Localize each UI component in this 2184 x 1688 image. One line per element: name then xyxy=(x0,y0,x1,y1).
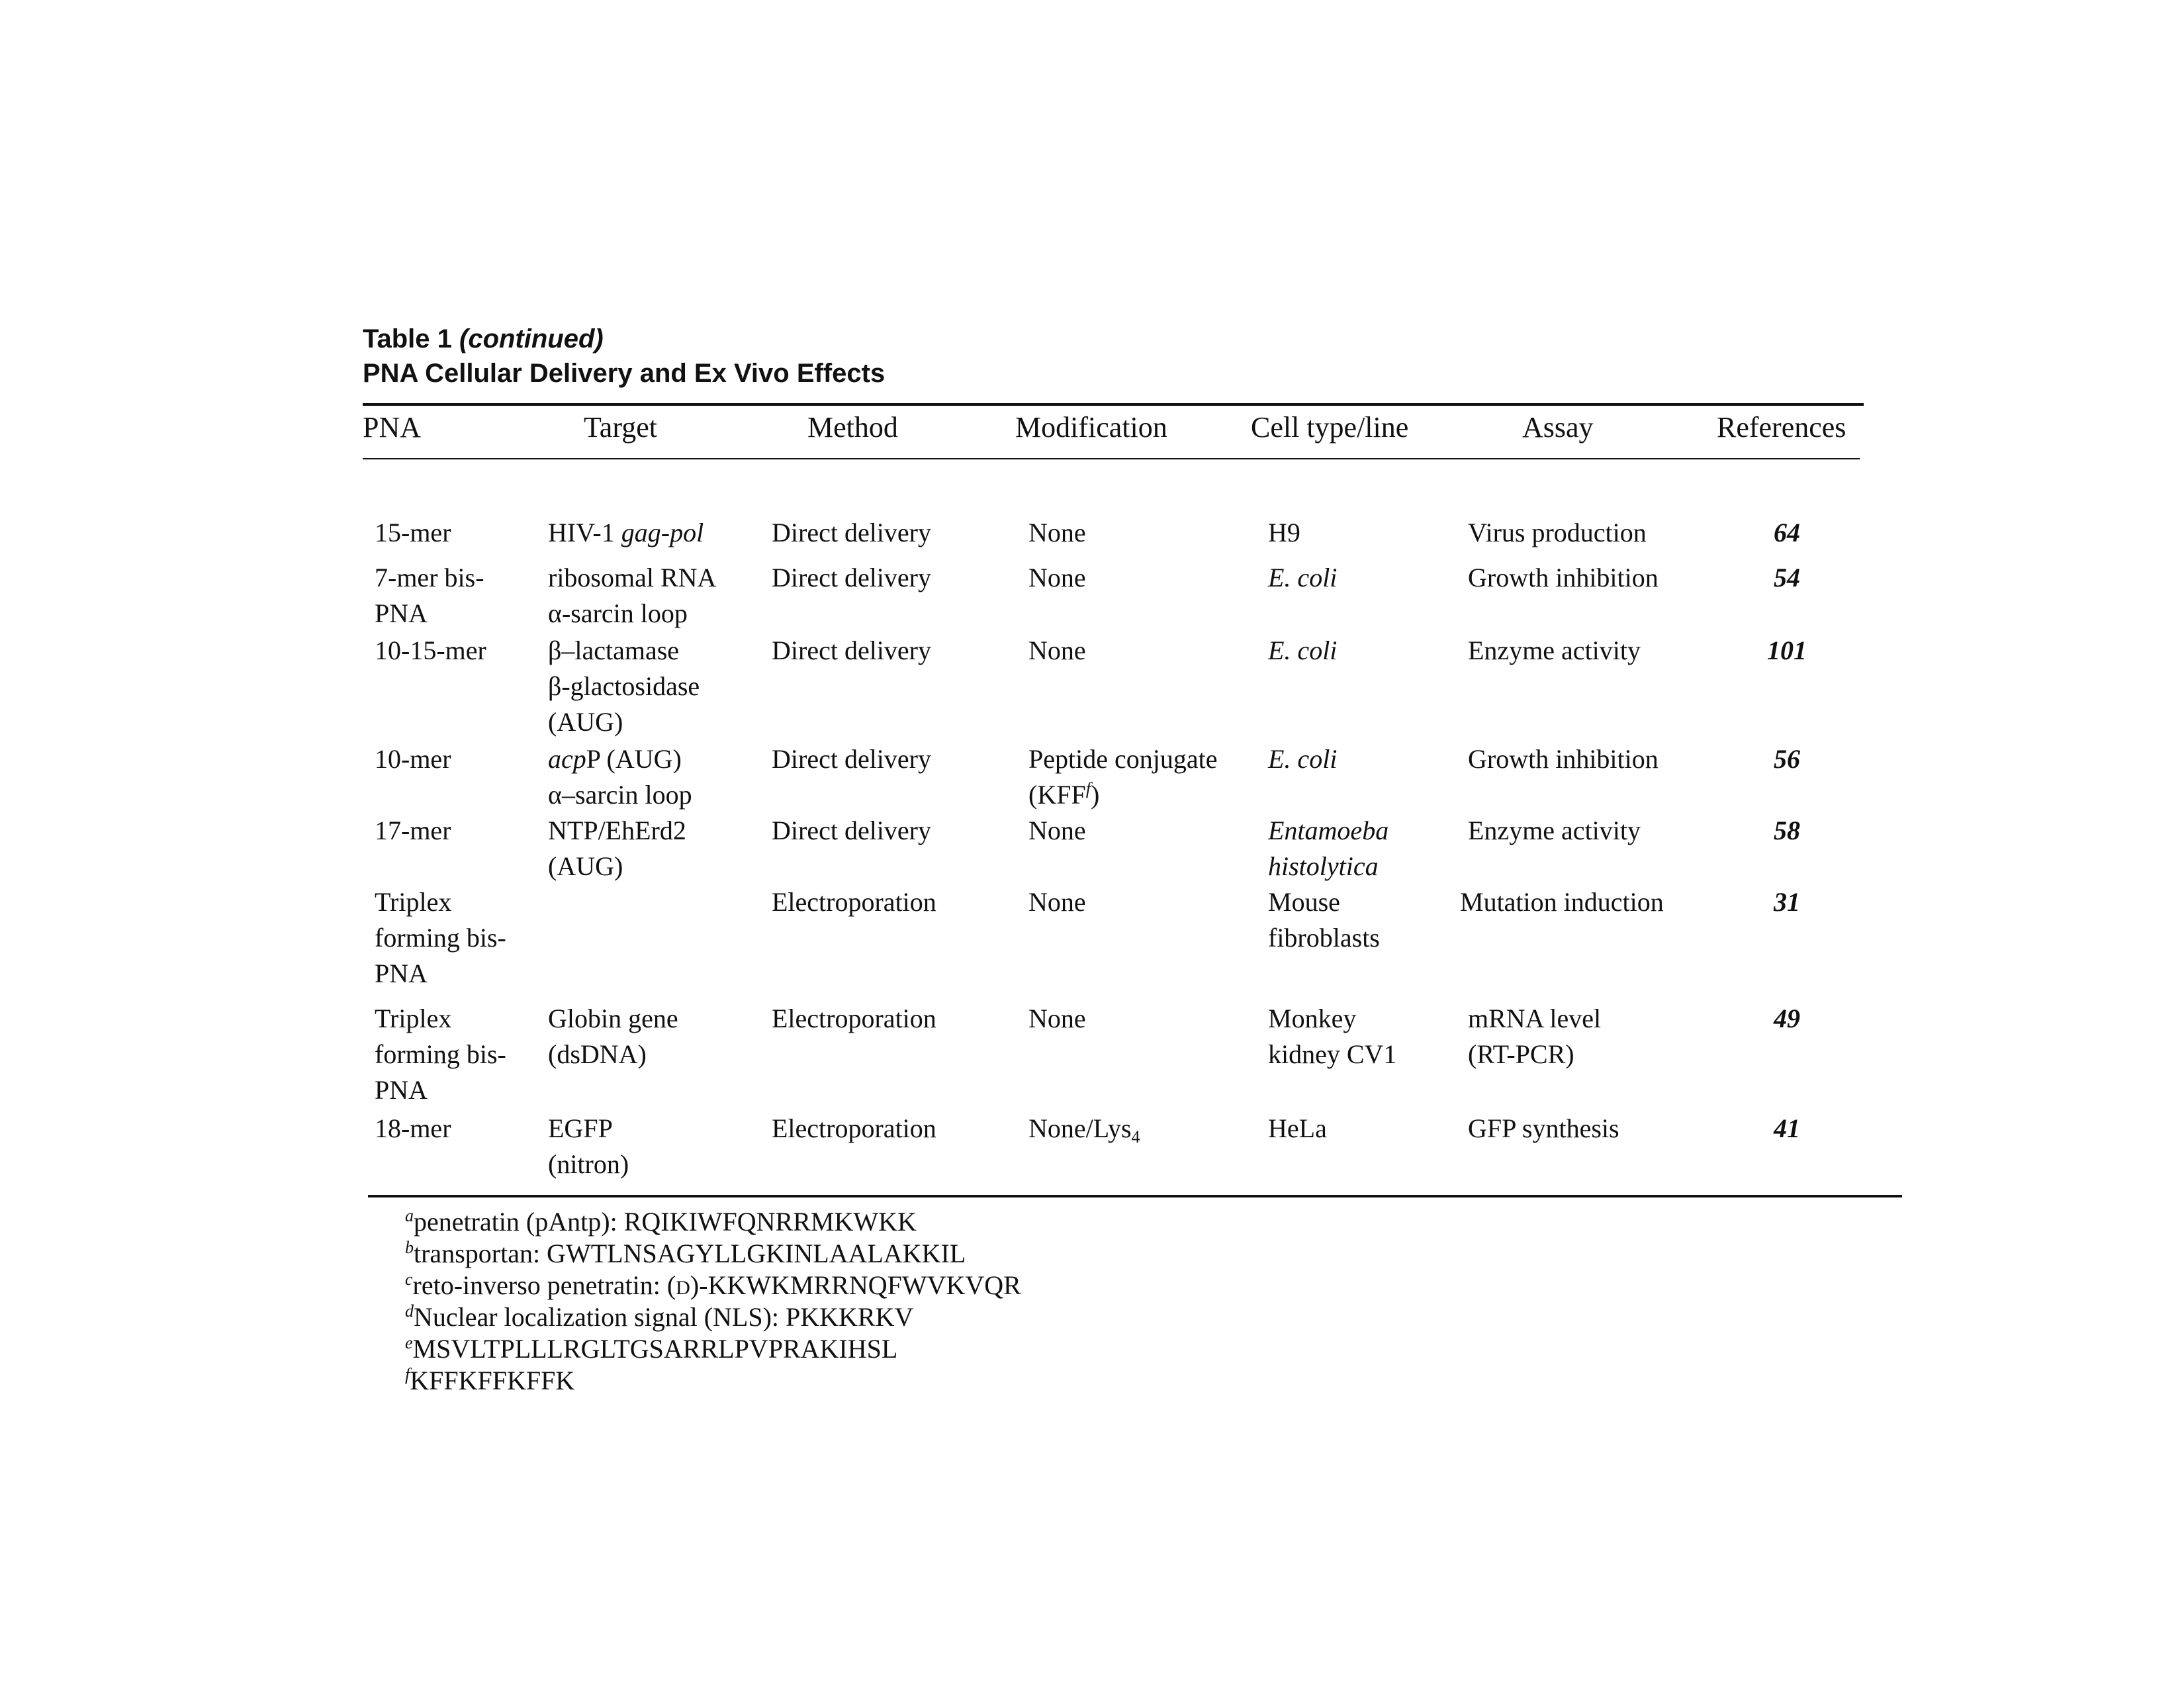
cell-method: Electroporation xyxy=(772,1004,936,1033)
cell-method: Direct delivery xyxy=(772,518,931,547)
cell-assay: Virus production xyxy=(1468,518,1647,547)
cell-modification: None xyxy=(1028,518,1086,547)
cell-modification: Peptide conjugate (KFF$^f$) xyxy=(1028,744,1218,810)
table-header-rule xyxy=(363,458,1860,459)
cell-cell-type: Entamoeba histolytica xyxy=(1268,816,1389,881)
table-bottom-rule xyxy=(368,1195,1902,1197)
cell-pna: 10-15-mer xyxy=(375,635,486,665)
cell-method: Electroporation xyxy=(772,1113,936,1143)
cell-target: EGFP (nitron) xyxy=(548,1113,629,1179)
cell-assay: GFP synthesis xyxy=(1468,1113,1619,1143)
footnote-d: $^d$Nuclear localization signal (NLS): PKKKRKV xyxy=(405,1301,914,1332)
cell-reference: 101 xyxy=(1767,635,1807,665)
cell-modification: None xyxy=(1028,887,1086,917)
cell-reference: 49 xyxy=(1774,1004,1800,1033)
footnote-c: $^c$reto-inverso penetratin: (D)-KKWKMRRNQFWVKVQR xyxy=(405,1270,1021,1300)
cell-modification: None xyxy=(1028,816,1086,845)
cell-assay: mRNA level (RT-PCR) xyxy=(1468,1004,1602,1069)
cell-cell-type: E. coli xyxy=(1268,744,1338,774)
cell-cell-type: H9 xyxy=(1268,518,1300,547)
cell-assay: Enzyme activity xyxy=(1468,635,1641,665)
cell-pna: Triplex forming bis- PNA xyxy=(375,887,506,988)
cell-modification: None xyxy=(1028,635,1086,665)
cell-reference: 54 xyxy=(1774,563,1800,592)
cell-reference: 64 xyxy=(1774,518,1800,547)
header-method: Method xyxy=(807,411,898,444)
cell-target: acpP (AUG) α–sarcin loop xyxy=(548,744,692,810)
cell-method: Direct delivery xyxy=(772,563,931,592)
cell-target: β–lactamase β-glactosidase (AUG) xyxy=(548,635,700,737)
cell-assay: Growth inhibition xyxy=(1468,563,1659,592)
footnote-b: $^b$transportan: GWTLNSAGYLLGKINLAALAKKIL xyxy=(405,1238,966,1268)
cell-cell-type: HeLa xyxy=(1268,1113,1327,1143)
header-modification: Modification xyxy=(1015,411,1167,444)
cell-method: Electroporation xyxy=(772,887,936,917)
cell-modification: None xyxy=(1028,1004,1086,1033)
header-references: References xyxy=(1717,411,1846,444)
cell-reference: 41 xyxy=(1774,1113,1800,1143)
cell-cell-type: Mouse fibroblasts xyxy=(1268,887,1380,953)
table-label-line xyxy=(363,322,885,356)
cell-assay: Enzyme activity xyxy=(1468,816,1641,845)
cell-method: Direct delivery xyxy=(772,635,931,665)
cell-pna: 15-mer xyxy=(375,518,451,547)
cell-method: Direct delivery xyxy=(772,744,931,774)
cell-target: HIV-1 gag-pol xyxy=(548,518,704,547)
cell-cell-type: E. coli xyxy=(1268,635,1338,665)
cell-modification: None/Lys$_4$ xyxy=(1028,1113,1140,1147)
cell-target: NTP/EhErd2 (AUG) xyxy=(548,816,686,881)
header-target: Target xyxy=(584,411,657,444)
cell-reference: 58 xyxy=(1774,816,1800,845)
cell-cell-type: Monkey kidney CV1 xyxy=(1268,1004,1397,1069)
cell-assay: Growth inhibition xyxy=(1468,744,1659,774)
cell-pna: 18-mer xyxy=(375,1113,451,1143)
header-cell-type: Cell type/line xyxy=(1251,411,1409,444)
footnote-e: $^e$MSVLTPLLLRGLTGSARRLPVPRAKIHSL xyxy=(405,1333,898,1364)
header-assay: Assay xyxy=(1522,411,1594,444)
cell-target: Globin gene (dsDNA) xyxy=(548,1004,678,1069)
header-pna: PNA xyxy=(363,411,422,444)
cell-modification: None xyxy=(1028,563,1086,592)
cell-pna: 17-mer xyxy=(375,816,451,845)
table-top-rule xyxy=(363,403,1864,406)
cell-pna: 7-mer bis- PNA xyxy=(375,563,484,628)
table-label: Table 1 xyxy=(363,324,452,353)
cell-reference: 31 xyxy=(1774,887,1800,917)
cell-pna: 10-mer xyxy=(375,744,451,774)
footnote-a: $^a$penetratin (pAntp): RQIKIWFQNRRMKWKK xyxy=(405,1206,917,1237)
cell-pna: Triplex forming bis- PNA xyxy=(375,1004,506,1105)
cell-reference: 56 xyxy=(1774,744,1800,774)
table-continued: (continued) xyxy=(459,324,604,353)
footnote-f: $^f$KFFKFFKFFK xyxy=(405,1365,575,1395)
cell-cell-type: E. coli xyxy=(1268,563,1338,592)
cell-method: Direct delivery xyxy=(772,816,931,845)
cell-assay: Mutation induction xyxy=(1460,887,1664,917)
cell-target: ribosomal RNA α-sarcin loop xyxy=(548,563,717,628)
table-caption xyxy=(363,322,885,391)
table-title: PNA Cellular Delivery and Ex Vivo Effects xyxy=(363,359,886,388)
